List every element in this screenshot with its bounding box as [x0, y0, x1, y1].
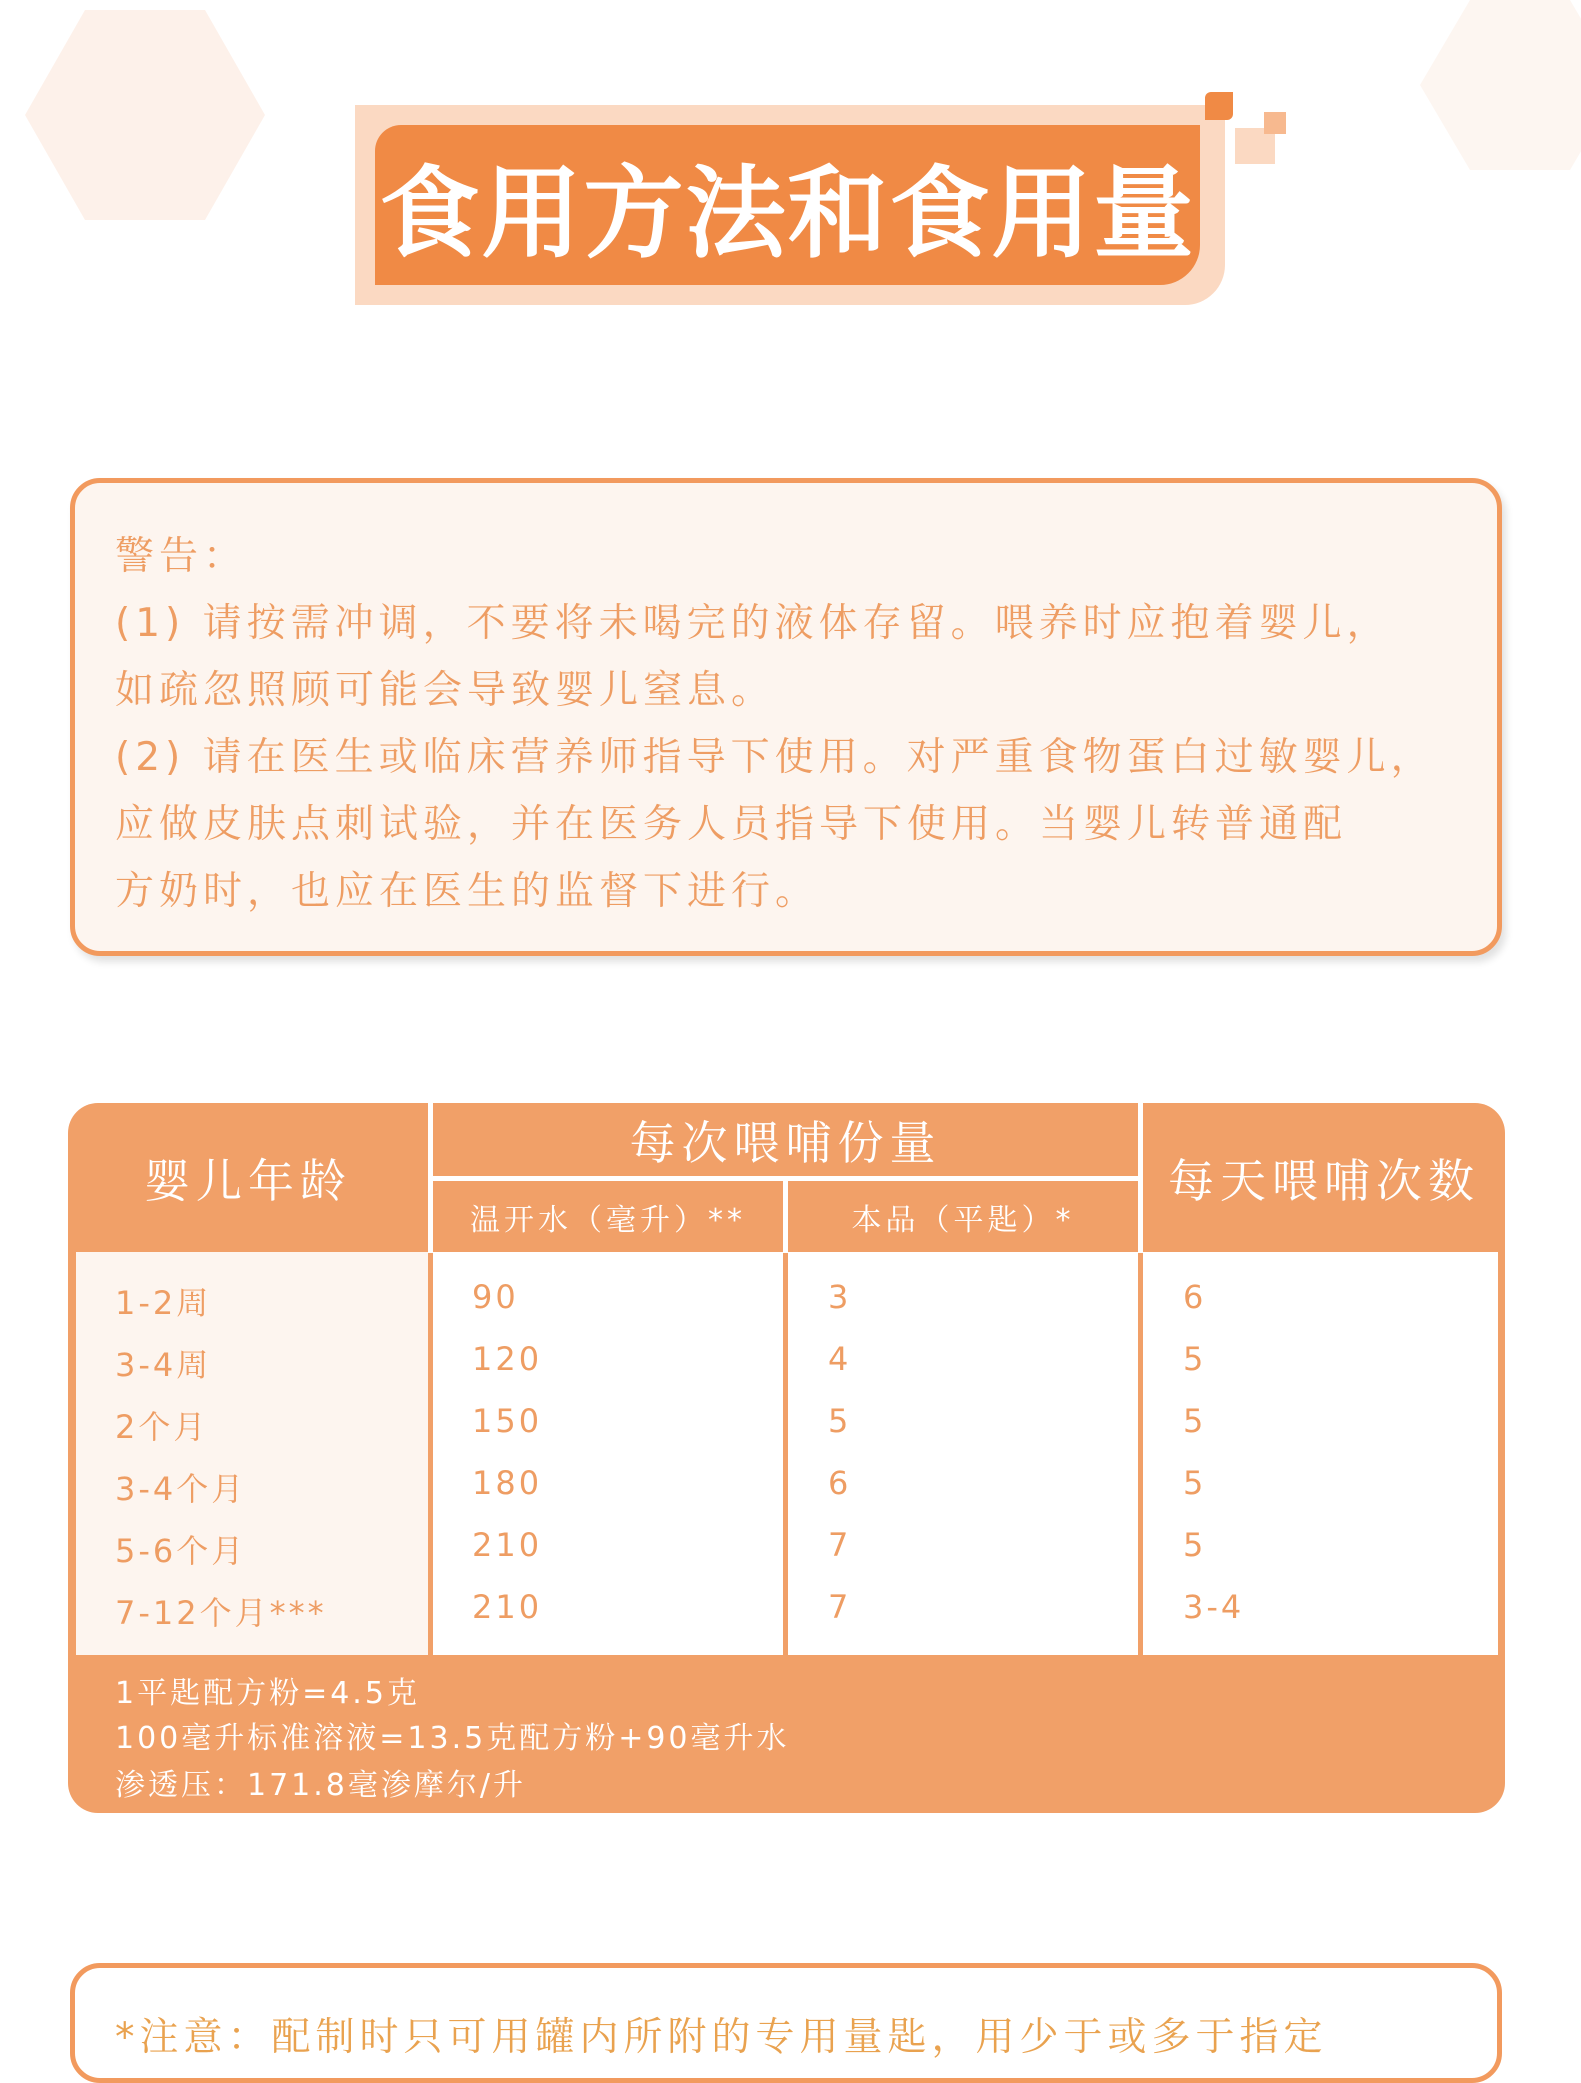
table-cell: 6 — [828, 1464, 852, 1502]
warning-line: (1) 请按需冲调，不要将未喝完的液体存留。喂养时应抱着婴儿， — [115, 601, 1391, 646]
warning-box — [70, 478, 1502, 956]
decor-square — [1264, 112, 1286, 134]
table-cell: 3-4 — [1183, 1588, 1245, 1626]
header-age: 婴儿年龄 — [144, 1154, 352, 1208]
table-cell: 4 — [828, 1340, 852, 1378]
header-per-day: 每天喂哺次数 — [1168, 1154, 1480, 1208]
table-cell: 150 — [472, 1402, 543, 1440]
footnote: 1平匙配方粉=4.5克 — [115, 1676, 420, 1711]
warning-line: 方奶时，也应在医生的监督下进行。 — [115, 869, 820, 914]
table-cell: 1-2周 — [115, 1284, 212, 1322]
table-cell: 90 — [472, 1278, 519, 1316]
table-cell: 5 — [1183, 1526, 1207, 1564]
table-cell: 5 — [828, 1402, 852, 1440]
decor-hexagon — [1420, 0, 1581, 170]
table-cell: 3 — [828, 1278, 852, 1316]
warning-line: 应做皮肤点刺试验，并在医务人员指导下使用。当婴儿转普通配 — [115, 802, 1348, 847]
table-cell: 5 — [1183, 1464, 1207, 1502]
table-cell: 210 — [472, 1588, 543, 1626]
table-cell: 210 — [472, 1526, 543, 1564]
table-cell: 5 — [1183, 1340, 1207, 1378]
footnote: 渗透压：171.8毫渗摩尔/升 — [115, 1768, 526, 1803]
table-cell: 5 — [1183, 1402, 1207, 1440]
table-cell: 120 — [472, 1340, 543, 1378]
table-cell: 7 — [828, 1588, 852, 1626]
header-water: 温开水（毫升）** — [470, 1203, 746, 1238]
warning-line: 如疏忽照顾可能会导致婴儿窒息。 — [115, 668, 776, 713]
page-title: 食用方法和食用量 — [375, 125, 1200, 285]
header-powder: 本品（平匙）* — [851, 1203, 1075, 1238]
note-text: *注意：配制时只可用罐内所附的专用量匙，用少于或多于指定 — [115, 2015, 1328, 2060]
note-box — [70, 1963, 1502, 2083]
table-cell: 180 — [472, 1464, 543, 1502]
table-cell: 6 — [1183, 1278, 1207, 1316]
warning-line: (2) 请在医生或临床营养师指导下使用。对严重食物蛋白过敏婴儿， — [115, 735, 1435, 780]
decor-hexagon — [25, 10, 265, 220]
table-cell: 7 — [828, 1526, 852, 1564]
table-cell: 3-4个月 — [115, 1470, 247, 1508]
table-cell: 2个月 — [115, 1408, 209, 1446]
decor-square — [1205, 92, 1233, 120]
table-cell: 7-12个月*** — [115, 1594, 327, 1632]
header-per-feed: 每次喂哺份量 — [629, 1115, 942, 1170]
table-cell: 3-4周 — [115, 1346, 212, 1384]
table-cell: 5-6个月 — [115, 1532, 247, 1570]
warning-heading: 警告： — [115, 534, 248, 579]
footnote: 100毫升标准溶液=13.5克配方粉+90毫升水 — [115, 1721, 790, 1756]
